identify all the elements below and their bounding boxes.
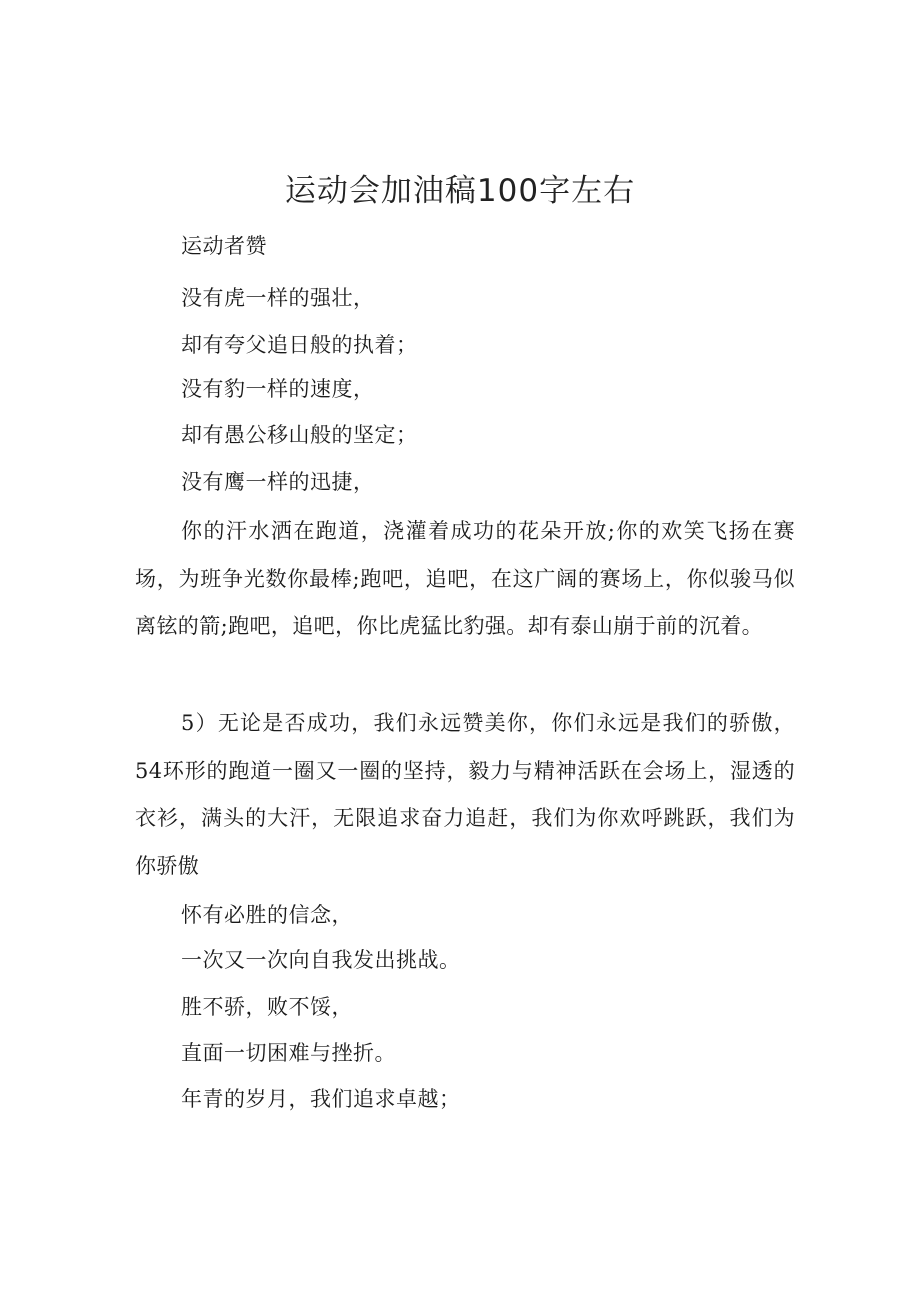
document-title: 运动会加油稿100字左右 (284, 173, 636, 209)
poem-line: 怀有必胜的信念， (181, 903, 353, 927)
section-heading: 运动者赞 (181, 234, 267, 258)
poem-line: 没有鹰一样的迅捷， (181, 470, 375, 494)
poem-line: 胜不骄，败不馁， (181, 995, 353, 1019)
poem-line: 年青的岁月，我们追求卓越； (181, 1087, 461, 1111)
poem-line: 没有豹一样的速度， (181, 377, 375, 401)
poem-line: 却有愚公移山般的坚定； (181, 423, 418, 447)
poem-line: 一次又一次向自我发出挑战。 (181, 948, 461, 972)
poem-line: 直面一切困难与挫折。 (181, 1041, 396, 1065)
poem-line: 没有虎一样的强壮， (181, 286, 375, 310)
body-paragraph: 5）无论是否成功，我们永远赞美你，你们永远是我们的骄傲，54环形的跑道一圈又一圈的坚持，毅力与精神活跃在会场上，湿透的衣衫，满头的大汗，无限追求奋力追赶，我们为你欢呼跳跃，我们为你骄傲 (135, 711, 795, 878)
poem-line: 却有夸父追日般的执着； (181, 333, 418, 357)
body-paragraph: 你的汗水洒在跑道，浇灌着成功的花朵开放;你的欢笑飞扬在赛场，为班争光数你最棒;跑吧，追吧，在这广阔的赛场上，你似骏马似离铉的箭;跑吧，追吧，你比虎猛比豹强。却有泰山崩于前的沉着。 (135, 519, 795, 638)
